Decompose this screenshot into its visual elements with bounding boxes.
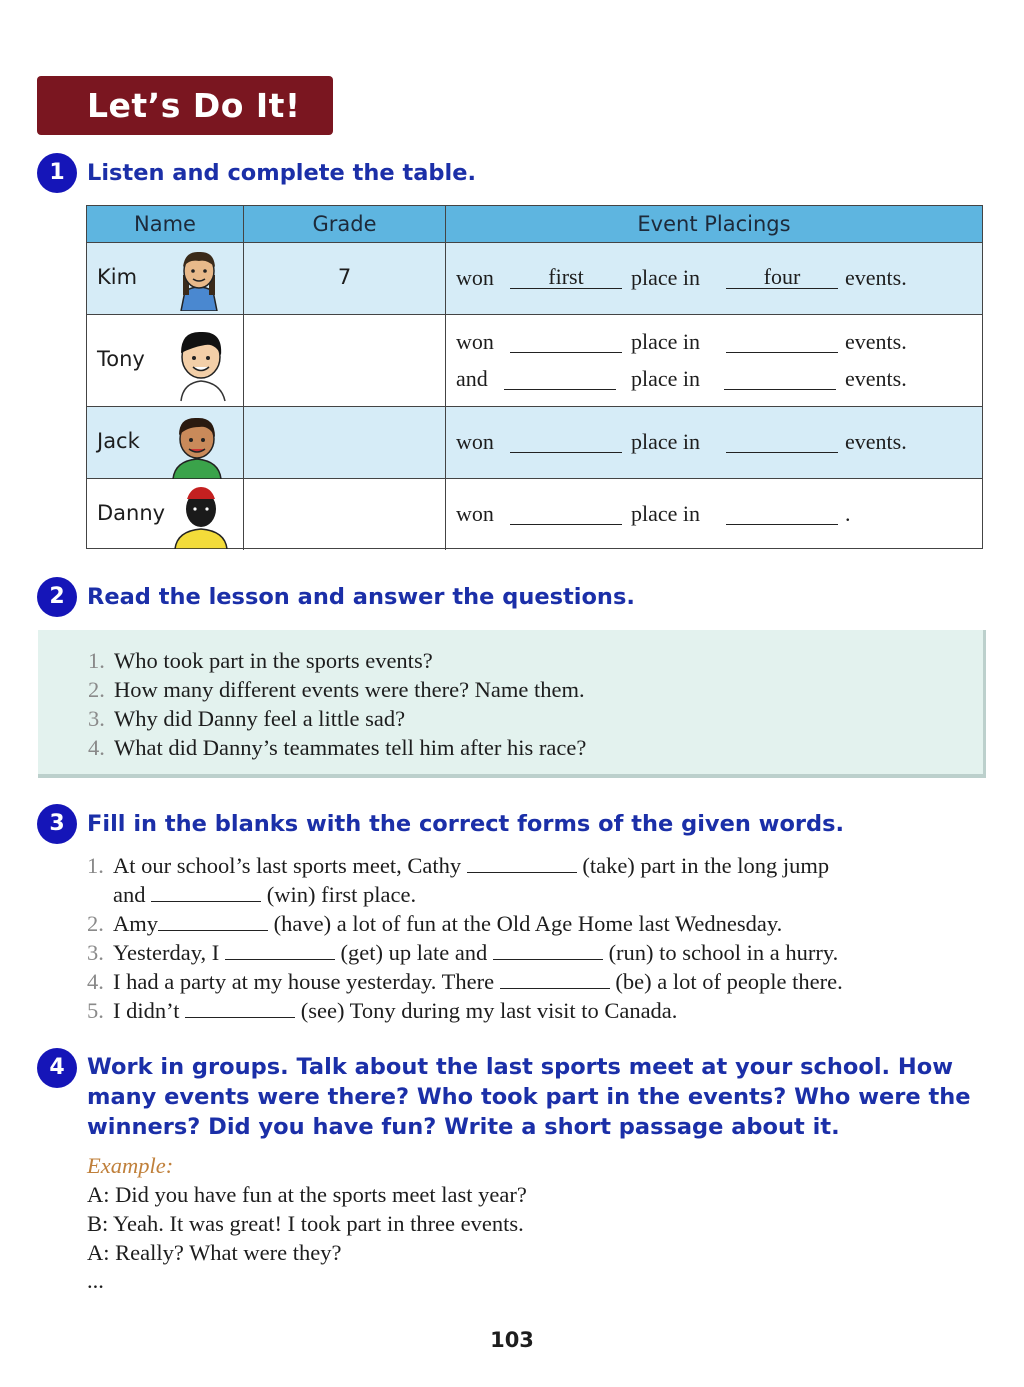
kim-avatar-icon bbox=[171, 247, 227, 311]
tony-avatar-icon bbox=[169, 325, 235, 403]
answer-blank bbox=[493, 940, 603, 960]
example-label: Example: bbox=[87, 1153, 174, 1178]
answer-blank: first bbox=[510, 265, 622, 289]
questions-box bbox=[38, 630, 986, 778]
section-title: Fill in the blanks with the correct forms of the given words. bbox=[87, 811, 845, 837]
table-row: Jack won place in events. bbox=[87, 407, 982, 479]
student-name: Danny bbox=[97, 501, 166, 525]
answer-blank bbox=[724, 366, 836, 390]
answer-blank bbox=[467, 853, 577, 873]
header-name: Name bbox=[87, 206, 244, 242]
answer-blank bbox=[510, 501, 622, 525]
answer-blank: four bbox=[726, 265, 838, 289]
jack-avatar-icon bbox=[167, 413, 227, 479]
section-number: 1 bbox=[37, 153, 77, 193]
exercise-item: 2. Amy (have) a lot of fun at the Old Age Home last Wednesday. bbox=[87, 911, 783, 936]
exercise-item: 3. Yesterday, I (get) up late and (run) to school in a hurry. bbox=[87, 940, 839, 965]
dialogue-line: A: Did you have fun at the sports meet last year? bbox=[87, 1182, 527, 1207]
question-item: 2. How many different events were there? Name them. bbox=[88, 677, 585, 702]
danny-avatar-icon bbox=[169, 483, 235, 549]
exercise-item: 4. I had a party at my house yesterday. There (be) a lot of people there. bbox=[87, 969, 843, 994]
question-item: 4. What did Danny’s teammates tell him after his race? bbox=[88, 735, 587, 760]
grade-value bbox=[244, 407, 445, 429]
table-row: Tony won place in events. and place in events. bbox=[87, 315, 982, 407]
answer-blank bbox=[500, 969, 610, 989]
table-header-row bbox=[87, 206, 982, 243]
section-title: Listen and complete the table. bbox=[87, 160, 477, 186]
exercise-item: 1. At our school’s last sports meet, Cathy (take) part in the long jump bbox=[87, 853, 830, 878]
section-number: 2 bbox=[37, 577, 77, 617]
section-title: Read the lesson and answer the questions. bbox=[87, 584, 635, 610]
lets-do-it-banner: Let’s Do It! bbox=[37, 76, 333, 135]
section-4-title: Work in groups. Talk about the last sports meet at your school. How many events were there? Who took part in the events? Who were the winners? Did you have fun? Write a short passage about it. bbox=[87, 1054, 971, 1140]
header-grade: Grade bbox=[244, 206, 446, 242]
section-4-number: 4 bbox=[37, 1048, 77, 1088]
grade-value bbox=[244, 479, 445, 501]
question-item: 1. Who took part in the sports events? bbox=[88, 648, 433, 673]
table-row: Danny won place in . bbox=[87, 479, 982, 550]
header-event-placings: Event Placings bbox=[637, 212, 791, 236]
answer-blank bbox=[504, 366, 616, 390]
answer-blank bbox=[510, 329, 622, 353]
table-row: Kim 7 won first place in four events. bbox=[87, 243, 982, 315]
answer-blank bbox=[726, 329, 838, 353]
answer-blank bbox=[510, 429, 622, 453]
student-name: Kim bbox=[97, 265, 138, 289]
answer-blank bbox=[726, 501, 838, 525]
answer-blank bbox=[225, 940, 335, 960]
grade-value: 7 bbox=[337, 265, 352, 289]
dialogue-line: ... bbox=[87, 1268, 104, 1293]
answer-blank bbox=[726, 429, 838, 453]
section-1-heading bbox=[37, 153, 476, 193]
answer-blank bbox=[185, 998, 295, 1018]
question-item: 3. Why did Danny feel a little sad? bbox=[88, 706, 406, 731]
student-name: Tony bbox=[97, 347, 145, 371]
page-number: 103 bbox=[490, 1328, 534, 1352]
dialogue-line: A: Really? What were they? bbox=[87, 1240, 342, 1265]
exercise-item-continued: and (win) first place. bbox=[113, 882, 417, 907]
section-3-heading bbox=[37, 804, 844, 844]
answer-blank bbox=[158, 911, 268, 931]
section-number: 3 bbox=[37, 804, 77, 844]
section-2-heading bbox=[37, 577, 635, 617]
placings-table bbox=[86, 205, 983, 549]
dialogue-line: B: Yeah. It was great! I took part in three events. bbox=[87, 1211, 524, 1236]
student-name: Jack bbox=[97, 429, 140, 453]
answer-blank bbox=[151, 882, 261, 902]
grade-value bbox=[244, 315, 445, 347]
exercise-item: 5. I didn’t (see) Tony during my last visit to Canada. bbox=[87, 998, 678, 1023]
